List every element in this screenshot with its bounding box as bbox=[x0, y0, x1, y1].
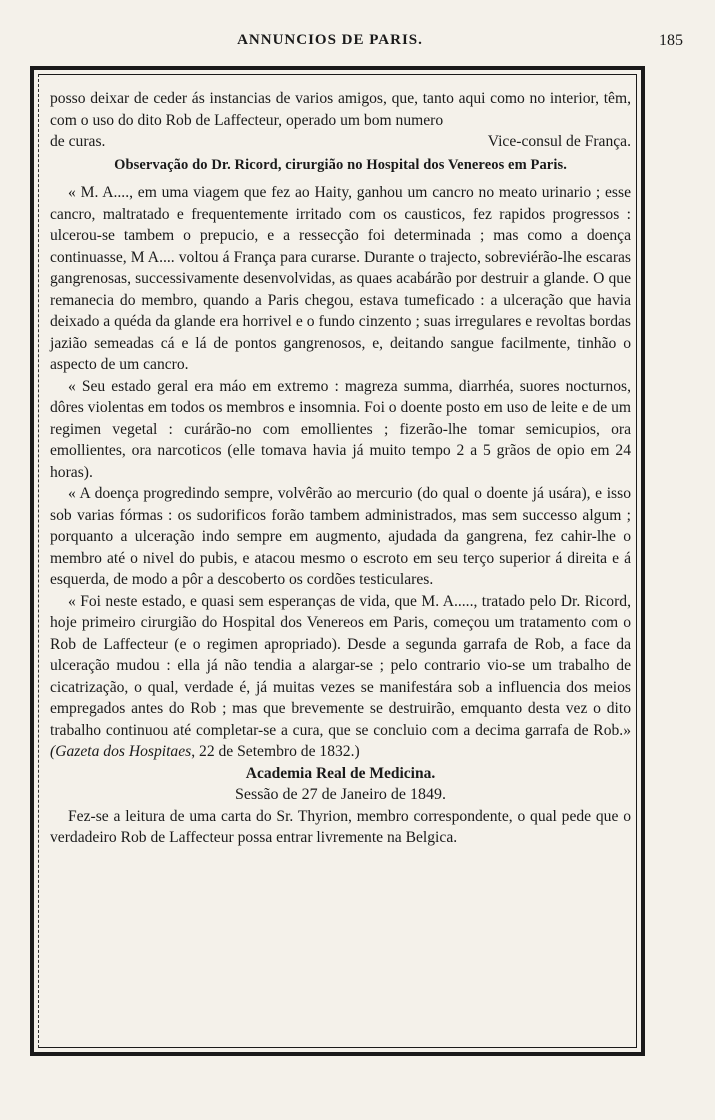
page-number: 185 bbox=[659, 32, 683, 49]
running-head bbox=[0, 32, 715, 56]
intro-left: de curas. bbox=[50, 133, 106, 150]
running-title: ANNUNCIOS DE PARIS. bbox=[237, 32, 423, 48]
page-content bbox=[50, 88, 631, 849]
signature: Vice-consul de França. bbox=[487, 133, 631, 150]
academy-text: Fez-se a leitura de uma carta do Sr. Thyrion, membro correspondente, o qual pede que o verdadeiro Rob de Laffecteur possa entrar livremente na Belgica. bbox=[50, 807, 631, 846]
intro-text: posso deixar de ceder ás instancias de varios amigos, que, tanto aqui como no interior, têm, com o uso do dito Rob de Laffecteur, operado um bom numero bbox=[50, 90, 631, 129]
observation-heading: Observação do Dr. Ricord, cirurgião no Hospital dos Venereos em Paris. bbox=[114, 156, 567, 173]
citation-source: (Gazeta dos Hospitaes bbox=[50, 743, 192, 760]
observation-paragraph-2: « Seu estado geral era máo em extremo : magreza summa, diarrhéa, suores nocturnos, dôres violentas em todos os membros e insomnia. Foi o doente posto em uso de leite e de um regimen vegetal : curárão-no com emollientes ; fizerão-lhe tomar semicupios, ora emollientes, ora narcoticos (elle tomava havia já muito tempo 2 a 5 grãos de opio em 24 horas). bbox=[50, 377, 631, 481]
academy-session: Sessão de 27 de Janeiro de 1849. bbox=[234, 786, 447, 803]
observation-paragraph-4 bbox=[50, 591, 631, 763]
academy-title: Academia Real de Medicina. bbox=[245, 764, 436, 782]
page-frame bbox=[30, 66, 645, 1056]
observation-paragraph-1: « M. A...., em uma viagem que fez ao Haity, ganhou um cancro no meato urinario ; esse cancro, maltratado e frequentemente irritado com os causticos, fez rapidos progressos : ulcerou-se tambem o prepucio, e a ressecção foi determinada ; mas como a doença continuasse, M A.... voltou á França para curarse. Durante o trajecto, sobreviérão-lhe escaras gangrenosas, successivamente desenvolvidas, as quaes acabárão por destruir a glande. O que remanecia do membro, quando a Paris chegou, estava tumeficado : a ulceração que havia deixado a quéda da glande era horrivel e o fundo cinzento ; suas irregulares e revoltas bordas jazião semeadas cá e lá de pontos gangrenosos, e, deitando sangue facilmente, tinhão o aspecto de um cancro. bbox=[50, 184, 631, 373]
observation-paragraph-4-text: « Foi neste estado, e quasi sem esperanças de vida, que M. A....., tratado pelo Dr. Ricord, hoje primeiro cirurgião do Hospital dos Venereos em Paris, começou um tratamento com o Rob de Laffecteur (e o regimen apropriado). Desde a segunda garrafa de Rob, a face da ulceração mudou : ella já não tendia a alargar-se ; pelo contrario vio-se um trabalho de cicatrização, o qual, verdade é, já muitas vezes se manifestára sob a influencia dos meios empregados antes do Rob ; mas que brevemente se destruirão, emquanto desta vez o dito trabalho continuou até completar-se a cura, que se concluio com a decima garrafa de Rob.» bbox=[50, 592, 631, 739]
signature-line bbox=[50, 131, 631, 153]
intro-block bbox=[50, 88, 631, 155]
observation-paragraph-3: « A doença progredindo sempre, volvêrão ao mercurio (do qual o doente já usára), e isso sob varias fórmas : os sudorificos forão tambem administrados, mas sem successo algum ; porquanto a ulceração indo sempre em augmento, ajudada da gangrena, fez cahir-lhe o membro até o nivel do pubis, e atacou mesmo o escroto em seu terço superior á direita e á esquerda, de modo a pôr a descoberto os cordões testiculares. bbox=[50, 485, 631, 588]
citation-date: , 22 de Setembro de 1832.) bbox=[191, 743, 360, 760]
